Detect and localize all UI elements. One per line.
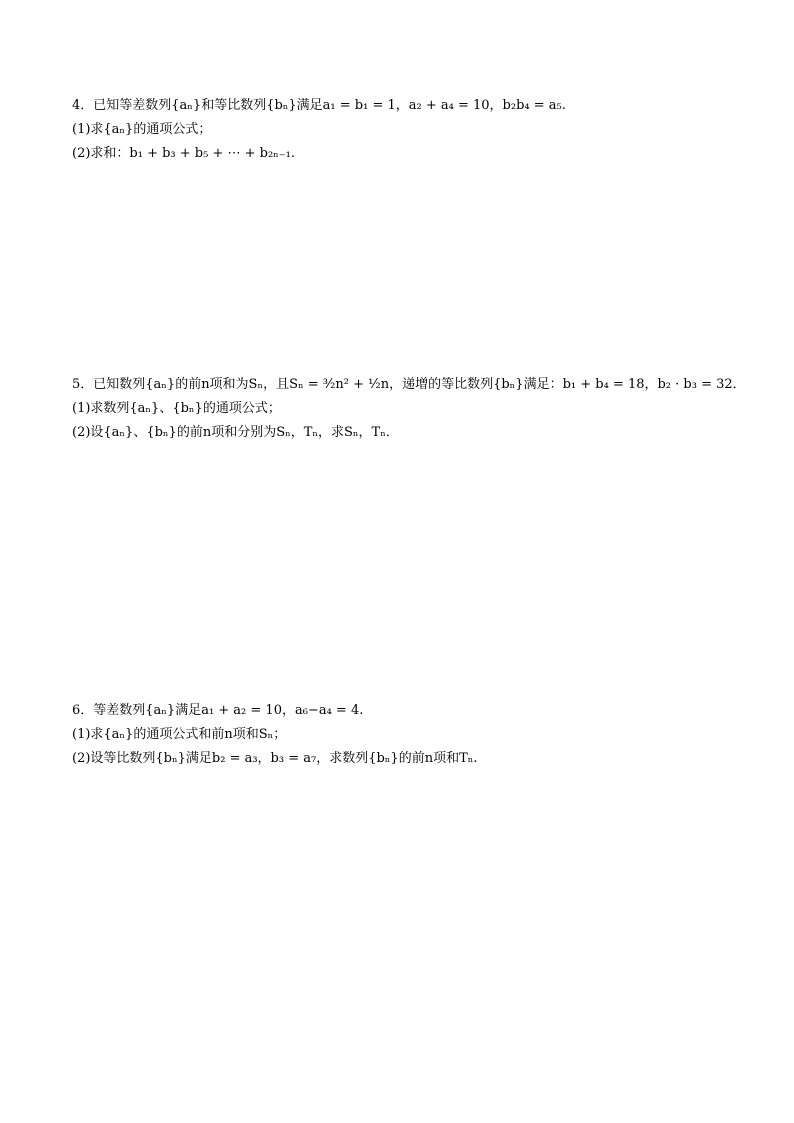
problem-6-stem: 6．等差数列{aₙ}满足a₁ + a₂ = 10，a₆−a₄ = 4. (72, 703, 364, 718)
problem-5-part-1: (1)求数列{aₙ}、{bₙ}的通项公式； (72, 401, 281, 416)
problem-5-stem: 5．已知数列{aₙ}的前n项和为Sₙ，且Sₙ = ³⁄₂n² + ¹⁄₂n，递增的等比数列{bₙ}满足：b₁ + b₄ = 18，b₂ · b₃ = 32． (72, 377, 746, 392)
problem-5-part-2: (2)设{aₙ}、{bₙ}的前n项和分别为Sₙ，Tₙ，求Sₙ，Tₙ． (72, 425, 399, 440)
problem-6-part-1: (1)求{aₙ}的通项公式和前n项和Sₙ； (72, 727, 287, 742)
problem-6 (72, 699, 732, 771)
problem-5 (72, 373, 746, 445)
problem-4 (72, 94, 732, 166)
problem-4-part-2: (2)求和：b₁ + b₃ + b₅ + ⋯ + b₂ₙ₋₁. (72, 146, 296, 161)
problem-4-stem: 4．已知等差数列{aₙ}和等比数列{bₙ}满足a₁ = b₁ = 1，a₂ + a₄ = 10，b₂b₄ = a₅. (72, 98, 566, 113)
problem-4-part-1: (1)求{aₙ}的通项公式； (72, 122, 212, 137)
problem-6-part-2: (2)设等比数列{bₙ}满足b₂ = a₃，b₃ = a₇，求数列{bₙ}的前n项和Tₙ. (72, 751, 478, 766)
